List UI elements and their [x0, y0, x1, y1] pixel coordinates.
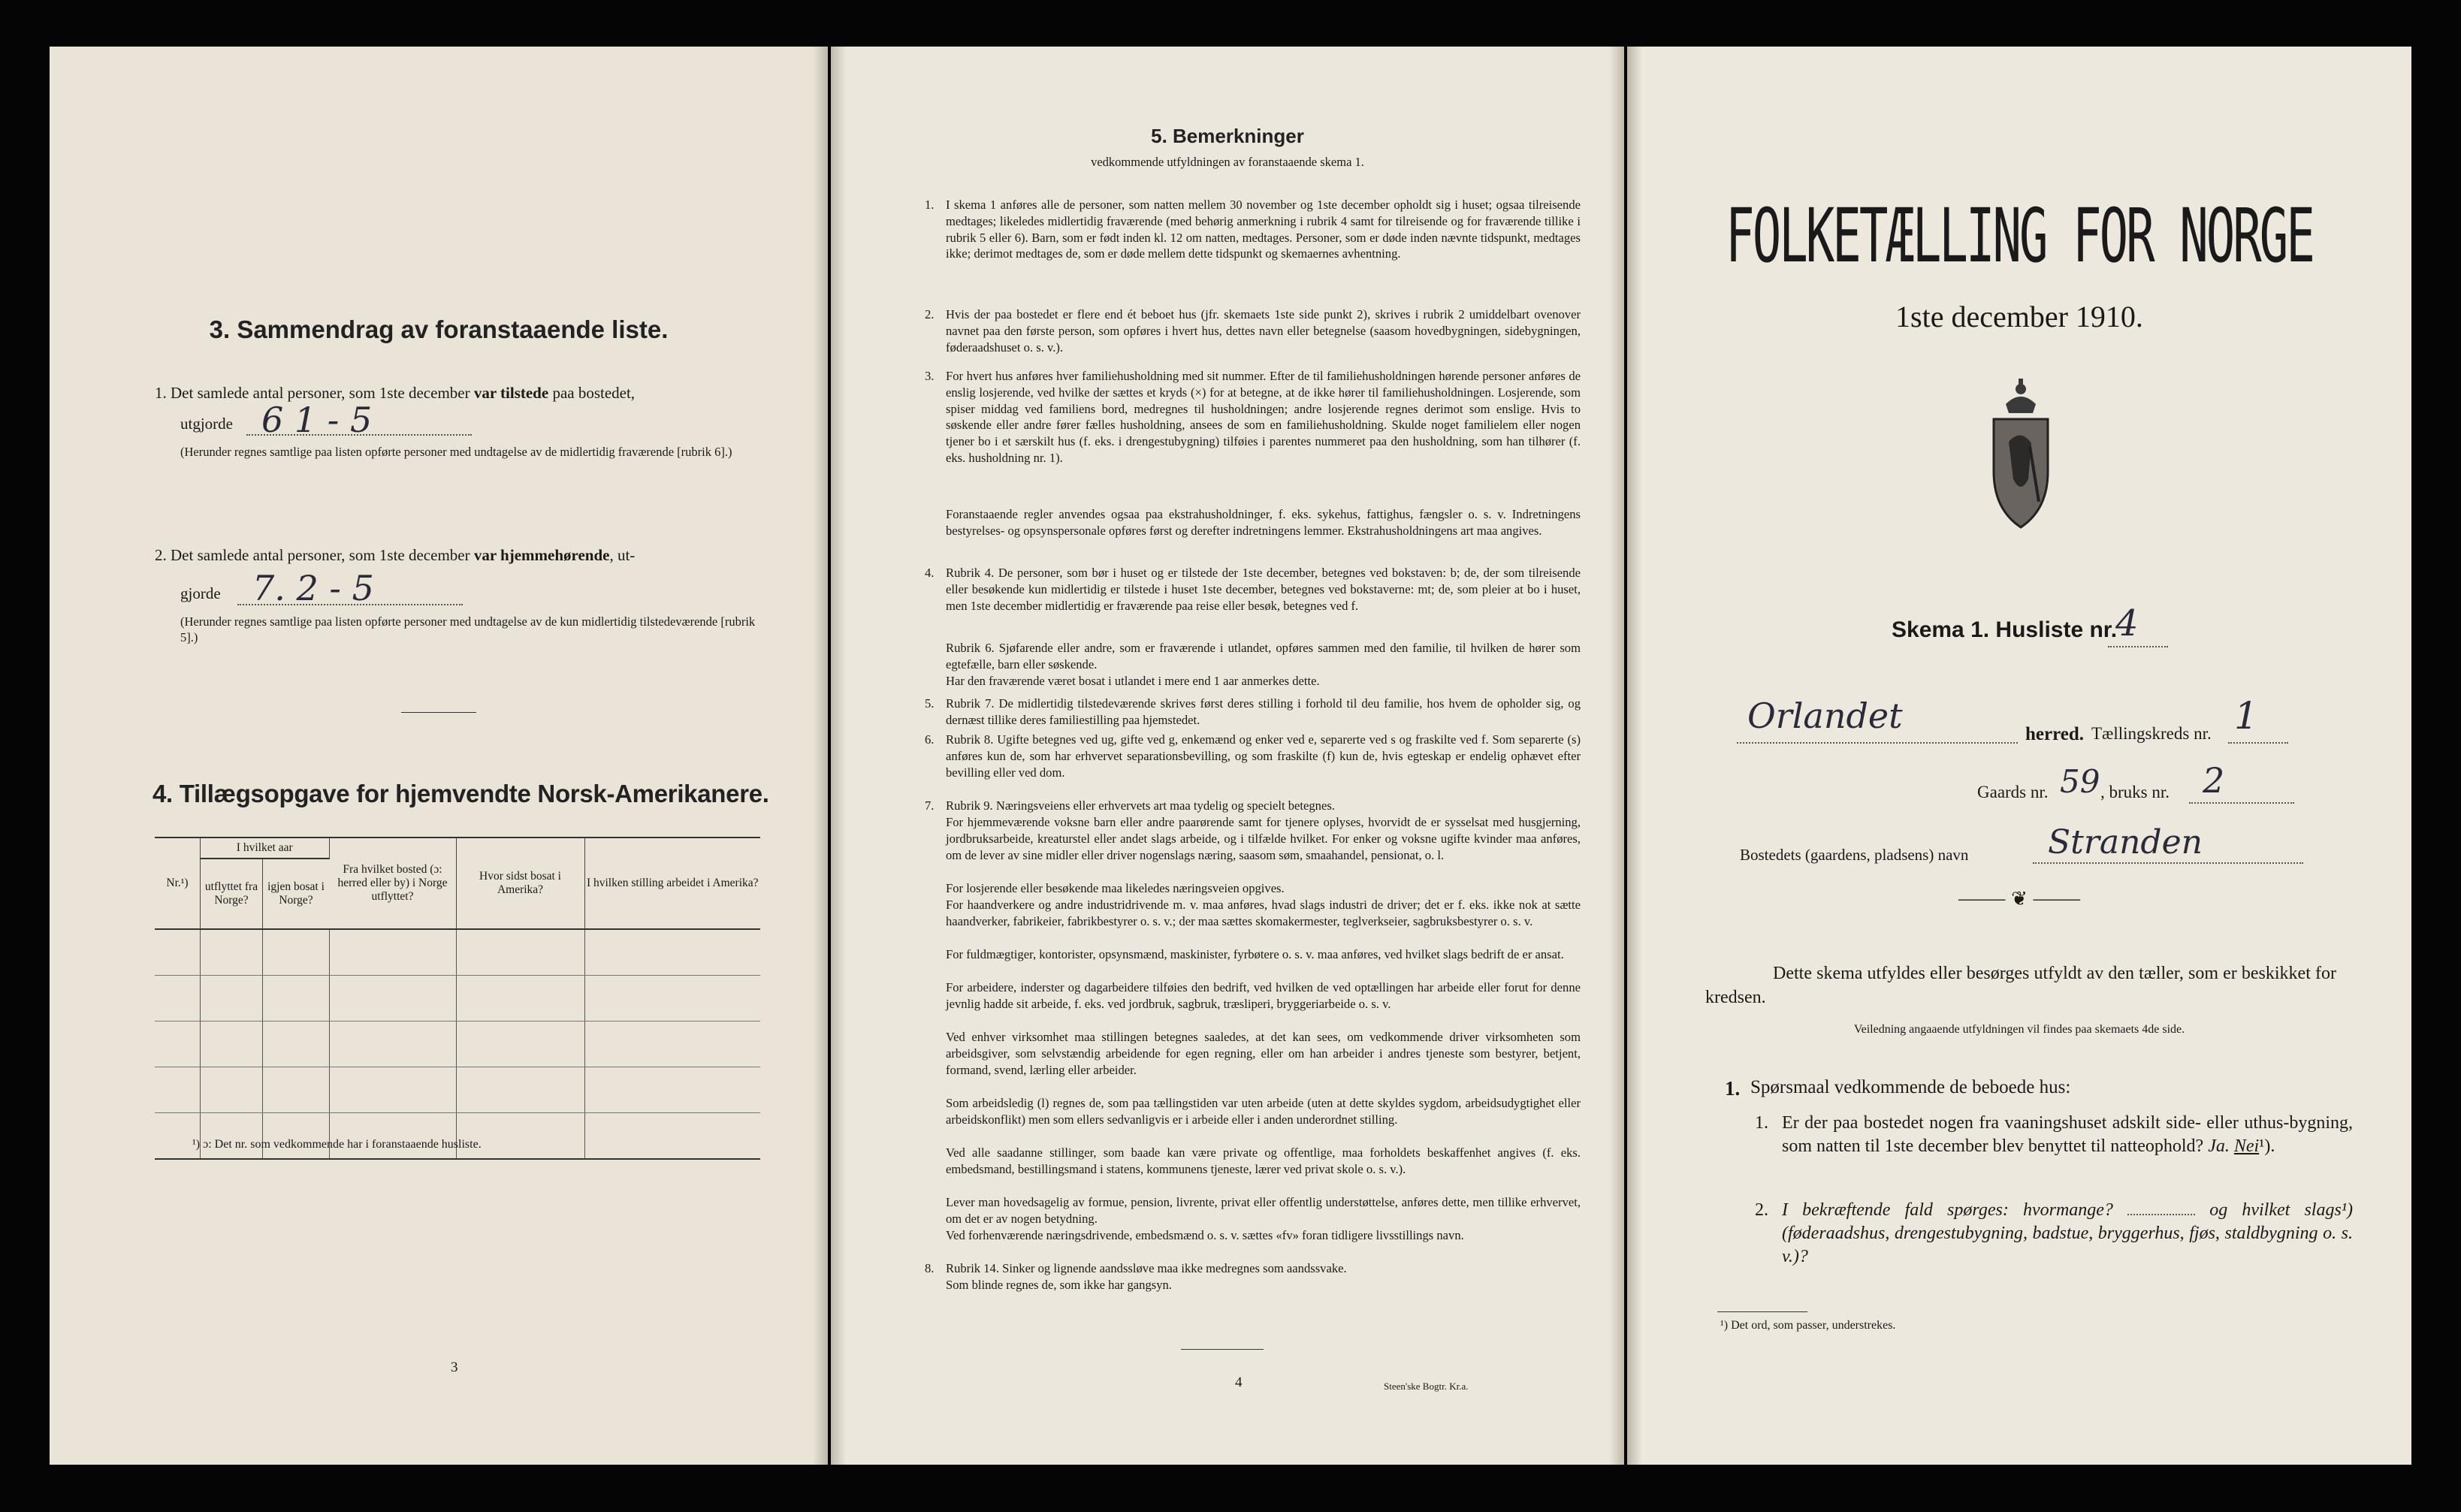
q2-dotted-blank — [2127, 1214, 2195, 1215]
table-cell — [456, 929, 584, 976]
summary-item-1-dotted-line — [246, 434, 472, 436]
section-divider — [401, 712, 476, 713]
table-row — [155, 976, 760, 1022]
gaards-label: Gaards nr. — [1977, 783, 2049, 801]
printer-imprint: Steen'ske Bogtr. Kr.a. — [1384, 1381, 1469, 1392]
remark-number: 3. — [925, 369, 935, 383]
th-igjen: igjen bosat i Norge? — [263, 859, 330, 929]
remark-7b: For losjerende eller besøkende maa likeledes næringsveien opgives. — [946, 881, 1285, 895]
herred-value: Orlandet — [1747, 696, 1903, 736]
remark-7-text: Rubrik 9. Næringsveiens eller erhvervets art maa tydelig og specielt betegnes. — [946, 798, 1335, 813]
krets-value: 1 — [2234, 694, 2258, 738]
table-cell — [584, 1113, 760, 1160]
remark-7h: Ved alle saadanne stillinger, som baade kan være private og offentlige, maa forholdets beskaffenhet angives (f. eks. embedsmand, bestillingsmand i statens, kommunens tjeneste, lærer ved privat skole o. s. v.). — [946, 1145, 1581, 1176]
q1-question: Er der paa bostedet nogen fra vaaningshuset adskilt side- eller uthus-bygning, som natten til 1ste december blev benyttet til natteophold? — [1782, 1113, 2353, 1156]
intro-text: Dette skema utfyldes eller besørges utfyldt av den tæller, som er beskikket for kredsen. — [1705, 964, 2336, 1007]
summary-item-1 — [155, 383, 778, 403]
table-row — [155, 929, 760, 976]
ornament-divider: ⸻ ❦ ⸻ — [1957, 888, 2082, 910]
page-fold-shadow-left — [831, 47, 846, 1465]
bruks-label: , bruks nr. — [2100, 783, 2170, 801]
cover-footnote: ¹) Det ord, som passer, understrekes. — [1720, 1319, 1896, 1332]
q1-answer-suffix: ¹). — [2259, 1136, 2275, 1156]
th-utflyttet: utflyttet fra Norge? — [201, 859, 263, 929]
table-cell — [155, 976, 201, 1022]
remark-4c: Har den fraværende været bosat i utlandet i mere end 1 aar anmerkes dette. — [946, 674, 1320, 688]
table-cell — [456, 1022, 584, 1067]
bosted-label: Bostedets (gaardens, pladsens) navn — [1740, 846, 1969, 864]
remark-number: 2. — [925, 307, 935, 321]
page-4 — [831, 47, 1624, 1465]
remark-6-text: Rubrik 8. Ugifte betegnes ved ug, gifte ved g, enkemænd og enker ved e, separerte ved s og fraskilte ved f. Som separerte (s) anføres kun de, som har erhvervet separationsbevilling, og som fraskilte (f) kun de, hvis egteskap er endelig ophævet efter bevilling eller ved dom. — [946, 732, 1581, 780]
remark-3 — [925, 368, 1581, 466]
remarks-title: 5. Bemerkninger — [1151, 125, 1304, 147]
husliste-nr-value: 4 — [2115, 602, 2139, 644]
gaards-value: 59 — [2060, 763, 2100, 800]
q1-text — [1782, 1112, 2353, 1158]
coat-of-arms-icon — [1983, 374, 2058, 532]
table-cell — [155, 929, 201, 976]
herred-label: herred. — [2025, 724, 2084, 744]
bosted-dotted-line — [2033, 862, 2303, 864]
remark-7 — [925, 798, 1581, 814]
remark-7a: For hjemmeværende voksne barn eller andre paarørende samt for tjenere oplyses, hvorvidt de er sysselsat med husgjerning, jordbruksarbeide, kreaturstel eller andet slags arbeide, og i tilfælde hvilket. For enker og voksne ugifte kvinder maa anføres, om de lever av sine midler eller driver nogenslags næring, saasom søm, smaahandel, pensionat, o. l. — [946, 815, 1581, 862]
remarks-end-rule — [1181, 1349, 1264, 1350]
q2-text — [1782, 1199, 2353, 1269]
remark-7e: For arbeidere, inderster og dagarbeidere tilføies den bedrift, ved hvilken de ved optællingen har arbeide eller forut for denne jevnlig hadde sit arbeide, f. eks. ved jordbruk, sagbruk, træsliperi, bryggeriarbeide o. s. v. — [946, 980, 1581, 1011]
summary-item-1-tail: paa bostedet, — [552, 384, 636, 402]
remark-1 — [925, 197, 1581, 262]
q-head: Spørsmaal vedkommende de beboede hus: — [1750, 1077, 2071, 1097]
remark-2 — [925, 306, 1581, 355]
summary-item-2-tail: , ut- — [609, 546, 636, 564]
table-cell — [329, 929, 456, 976]
th-stilling: I hvilken stilling arbeidet i Amerika? — [584, 838, 760, 929]
table-cell — [201, 976, 263, 1022]
section-4-title: 4. Tillægsopgave for hjemvendte Norsk-Amerikanere. — [152, 780, 769, 807]
remark-4b: Rubrik 6. Sjøfarende eller andre, som er fraværende i utlandet, opføres sammen med den familie, til hvilken de hører som egtefælle, barn eller søskende. — [946, 641, 1581, 671]
th-group: I hvilket aar — [201, 838, 330, 859]
remark-number: 8. — [925, 1261, 935, 1275]
q2-tail: og hvilket slags¹) (føderaadshus, drengestubygning, badstue, bryggerhus, fjøs, staldbygning o. s. v.)? — [1782, 1200, 2353, 1266]
section-3-title: 3. Sammendrag av foranstaaende liste. — [209, 315, 669, 343]
krets-dotted-line — [2228, 742, 2288, 744]
remark-3b: Foranstaaende regler anvendes ogsaa paa ekstrahusholdninger, f. eks. sykehus, fattighus, fængsler o. s. v. Indretningens bestyrelses- og opsynspersonale opføres først og derefter indretningens lemmer. Ekstrahusholdningens art maa angives. — [946, 507, 1581, 538]
remark-6 — [925, 732, 1581, 780]
remarks-subtitle: vedkommende utfyldningen av foranstaaende skema 1. — [1091, 155, 1364, 169]
table-cell — [263, 1067, 330, 1113]
table-cell — [329, 976, 456, 1022]
table-cell — [263, 1022, 330, 1067]
remark-2-text: Hvis der paa bostedet er flere end ét beboet hus (jfr. skemaets 1ste side punkt 2), skrives i rubrik 2 umiddelbart ovenover navnet paa den første person, som opføres i hvert hus, dettes navn eller betegnelse (saasom hovedbygningen, sidebygningen, føderaadshuset o. s. v.). — [946, 307, 1581, 355]
remark-7c: For haandverkere og andre industridrivende m. v. maa anføres, hvad slags industri de driver; det er f. eks. ikke nok at sætte haandverker, fabrikeier, fabrikbestyrer o. s. v.; der maa sættes skomakermester, teglverkseier, sagbruksbestyrer o. s. v. — [946, 898, 1581, 928]
table-cell — [155, 1067, 201, 1113]
summary-item-1-note: (Herunder regnes samtlige paa listen opførte personer med undtagelse av de midlertidig fraværende [rubrik 6].) — [180, 445, 732, 459]
table-cell — [584, 1022, 760, 1067]
husliste-dotted-line — [2108, 646, 2168, 647]
bruks-value: 2 — [2203, 760, 2225, 801]
table-cell — [155, 1022, 201, 1067]
q1-number: 1. — [1755, 1113, 1768, 1133]
summary-item-2-text: 2. Det samlede antal personer, som 1ste december — [155, 546, 470, 564]
table-footnote: ¹) ɔ: Det nr. som vedkommende har i foranstaaende husliste. — [192, 1138, 482, 1151]
q2-number: 2. — [1755, 1200, 1768, 1220]
remark-5 — [925, 696, 1581, 729]
summary-item-2-utgjorde: gjorde — [180, 584, 221, 602]
remark-8-text: Rubrik 14. Sinker og lignende aandssløve maa ikke medregnes som aandssvake. — [946, 1261, 1347, 1275]
skema-label: Skema 1. Husliste nr. — [1892, 617, 2118, 642]
table-header-row — [155, 838, 760, 859]
remark-7d: For fuldmægtiger, kontorister, opsynsmænd, maskinister, fyrbøtere o. s. v. maa anføres, ved hvilket slags bedrift de er ansat. — [946, 947, 1564, 961]
intro-note: Veiledning angaaende utfyldningen vil findes paa skemaets 4de side. — [1853, 1023, 2185, 1036]
remark-number: 1. — [925, 198, 935, 212]
remark-7i: Lever man hovedsagelig av formue, pension, livrente, privat eller offentlig understøttelse, anføres dette, men tillike erhvervet, om det er av nogen betydning. — [946, 1195, 1581, 1226]
summary-item-1-value: 6 1 - 5 — [261, 400, 373, 440]
th-nr: Nr.¹) — [155, 838, 201, 929]
remark-7j: Ved forhenværende næringsdrivende, embedsmænd o. s. v. sættes «fv» foran tidligere livsstillings navn. — [946, 1228, 1464, 1242]
census-title: FOLKETÆLLING FOR NORGE — [1726, 194, 2313, 280]
footnote-rule — [1717, 1311, 1807, 1312]
remark-8b: Som blinde regnes de, som ikke har gangsyn. — [946, 1278, 1172, 1292]
table-cell — [201, 929, 263, 976]
table-cell — [263, 929, 330, 976]
table-row — [155, 1067, 760, 1113]
remark-4 — [925, 565, 1581, 614]
summary-item-1-utgjorde: utgjorde — [180, 415, 233, 433]
table-cell — [201, 1022, 263, 1067]
table-cell — [263, 976, 330, 1022]
remark-4-text: Rubrik 4. De personer, som bør i huset og er tilstede der 1ste december, betegnes ved bokstaven: b; de, der som tilreisende eller besøkende kun midlertidig er tilstede i huset 1ste december, betegnes ved bokstaverne: mt; de, som pleier at bo i huset, men 1ste december midlertidig er fraværende paa reise eller besøk, betegnes ved f. — [946, 566, 1581, 613]
bruks-dotted-line — [2189, 802, 2294, 804]
page-fold-shadow — [813, 47, 828, 1465]
q1-answer-nei: Nei — [2233, 1136, 2260, 1156]
page-1-cover — [1627, 47, 2411, 1465]
th-herred: Fra hvilket bosted (ɔ: herred eller by) i Norge utflyttet? — [329, 838, 456, 929]
q-head-number: 1. — [1725, 1077, 1741, 1100]
krets-label: Tællingskreds nr. — [2091, 724, 2212, 743]
remark-7g: Som arbeidsledig (l) regnes de, som paa tællingstiden var uten arbeide (uten at dette skyldes sygdom, arbeidsudygtighet eller arbeidskonflikt) men som ellers sedvanligvis er i arbeide eller i anden underordnet stilling. — [946, 1096, 1581, 1127]
table-cell — [584, 976, 760, 1022]
remark-number: 4. — [925, 566, 935, 580]
table-cell — [329, 1067, 456, 1113]
th-amerika: Hvor sidst bosat i Amerika? — [456, 838, 584, 929]
remark-1-text: I skema 1 anføres alle de personer, som natten mellem 30 november og 1ste december opholdt sig i huset; ogsaa tilreisende medtages; likeledes midlertidig fraværende (med behørig anmerkning i rubrik 4 samt for tilreisende og for fraværende tillike i rubrik 5 eller 6). Barn, som er født inden kl. 12 om natten, medtages. Personer, som er døde inden nævnte tidspunkt, medtages ikke; derimot medtages de, som er døde mellem dette tidspunkt og skemaernes avhentning. — [946, 198, 1581, 261]
remark-3-text: For hvert hus anføres hver familiehusholdning med sit nummer. Efter de til familiehusholdningen hørende personer anføres de enslig losjerende, ved hvilke der sættes et kryds (×) for at betegne, at de ikke hører til familiehusholdningen. Losjerende, som spiser middag ved familiens bord, medregnes til husholdningen; andre losjerende regnes derimot som enslige. Hvis to søskende eller andre fører fælles husholdning, ansees de som en familiehusholdning. Skulde noget familielem eller nogen tjener bo i et særskilt hus (f. eks. i drengestubygning) tilføies i parentes nummeret paa den husholdning, som han tilhører (f. eks. husholdning nr. 1). — [946, 369, 1581, 465]
remark-number: 7. — [925, 798, 935, 813]
summary-item-1-text: 1. Det samlede antal personer, som 1ste december — [155, 384, 470, 402]
table-row — [155, 1022, 760, 1067]
table-cell — [329, 1022, 456, 1067]
table-cell — [584, 929, 760, 976]
herred-dotted-line — [1737, 742, 2018, 744]
summary-item-2-dotted-line — [237, 604, 463, 605]
table-cell — [456, 976, 584, 1022]
table-cell — [456, 1067, 584, 1113]
census-date: 1ste december 1910. — [1895, 300, 2143, 333]
summary-item-1-bold: var tilstede — [473, 384, 549, 402]
table-cell — [584, 1067, 760, 1113]
page-4-number: 4 — [1235, 1375, 1243, 1390]
remark-number: 6. — [925, 732, 935, 747]
summary-item-2 — [155, 545, 778, 566]
page-fold-shadow-right — [1609, 47, 1624, 1465]
summary-item-2-note: (Herunder regnes samtlige paa listen opførte personer med undtagelse av de kun midlertidig tilstedeværende [rubrik 5].) — [180, 614, 756, 644]
q1-option-ja: Ja. — [2208, 1136, 2230, 1156]
remark-8 — [925, 1260, 1581, 1277]
page-3-number: 3 — [451, 1360, 458, 1375]
remark-number: 5. — [925, 696, 935, 711]
summary-item-2-bold: var hjemmehørende — [473, 546, 610, 564]
remark-7f: Ved enhver virksomhet maa stillingen betegnes saaledes, at det kan sees, om vedkommende driver virksomheten som arbeidsgiver, som selvstændig arbeidende for egen regning, eller om han arbeider i andres tjeneste som bestyrer, betjent, formand, svend, lærling eller arbeider. — [946, 1030, 1581, 1077]
q2-question: I bekræftende fald spørges: hvormange? — [1782, 1200, 2113, 1220]
norsk-amerikanere-table — [155, 838, 760, 1160]
bosted-value: Stranden — [2048, 823, 2203, 862]
remark-5-text: Rubrik 7. De midlertidig tilstedeværende skrives først deres stilling i forhold til deu familie, hos hvem de opholder sig, og dernæst tillike deres familiestilling paa hjemstedet. — [946, 696, 1581, 727]
table-cell — [201, 1067, 263, 1113]
summary-item-2-value: 7. 2 - 5 — [252, 568, 374, 608]
page-3 — [50, 47, 828, 1465]
